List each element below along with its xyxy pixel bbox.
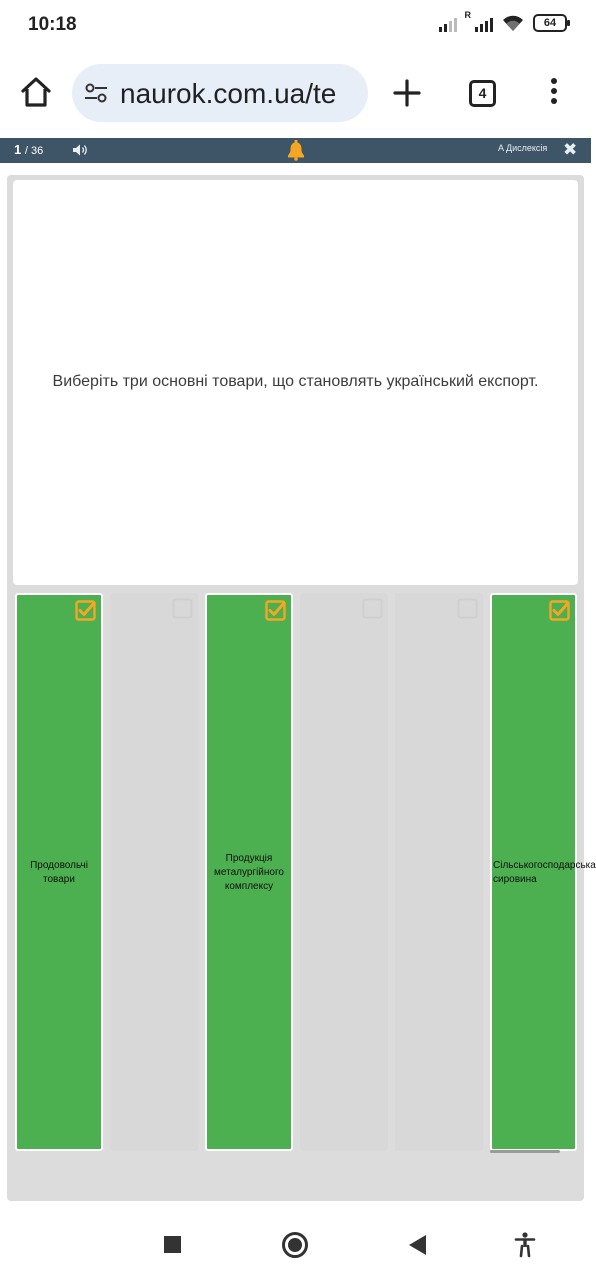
back-triangle-icon[interactable] (407, 1234, 427, 1256)
answer-option[interactable] (395, 593, 483, 1151)
tabs-icon[interactable] (469, 80, 496, 107)
site-settings-icon[interactable] (84, 83, 108, 103)
recents-square-icon[interactable] (164, 1236, 181, 1253)
quiz-header (0, 138, 591, 163)
answer-option[interactable] (300, 593, 388, 1151)
wifi-icon (501, 14, 525, 32)
bell-icon[interactable] (286, 139, 306, 161)
battery-level: 64 (543, 17, 557, 29)
more-menu-icon[interactable] (548, 78, 560, 108)
horizontal-scrollbar[interactable] (490, 1150, 560, 1153)
answer-option-label: Продовольчі товари (30, 860, 88, 885)
status-icons (439, 10, 568, 32)
home-icon[interactable] (18, 74, 54, 110)
tab-count: 4 (478, 85, 487, 101)
answer-option[interactable] (110, 593, 198, 1151)
signal-full-icon (475, 14, 493, 32)
question-total: / 36 (24, 145, 44, 157)
dyslexia-toggle[interactable]: A Дислексія (498, 143, 548, 153)
system-nav-bar (0, 1210, 591, 1280)
close-icon[interactable]: ✖ (563, 140, 578, 159)
status-time: 10:18 (28, 14, 77, 35)
url-text: naurok.com.ua/te (120, 78, 337, 109)
answer-option[interactable] (205, 593, 293, 1151)
answer-option[interactable] (15, 593, 103, 1151)
roaming-indicator: R (464, 10, 471, 20)
checkbox-checked-icon[interactable] (265, 600, 286, 621)
question-counter (14, 142, 43, 157)
answer-option[interactable] (490, 593, 596, 1151)
home-circle-icon[interactable] (282, 1232, 308, 1258)
checkbox-checked-icon[interactable] (75, 600, 96, 621)
checkbox-empty-icon[interactable] (362, 598, 383, 619)
battery-icon (533, 14, 567, 32)
checkbox-empty-icon[interactable] (172, 598, 193, 619)
question-text: Виберіть три основні товари, що становлять український експорт. (52, 373, 539, 390)
checkbox-checked-icon[interactable] (549, 600, 570, 621)
accessibility-icon[interactable] (514, 1232, 536, 1258)
checkbox-empty-icon[interactable] (457, 598, 478, 619)
question-card (13, 180, 578, 585)
answer-option-label: Продукція металургійного комплексу (214, 853, 284, 892)
browser-toolbar (0, 56, 591, 134)
answer-option-label: Сільськогосподарська сировина (493, 860, 596, 885)
address-bar[interactable] (72, 64, 368, 122)
question-current: 1 (14, 142, 22, 157)
new-tab-plus-icon[interactable] (392, 78, 422, 108)
signal-weak-icon (439, 14, 457, 32)
status-bar (0, 0, 591, 52)
speaker-icon[interactable] (72, 143, 90, 157)
